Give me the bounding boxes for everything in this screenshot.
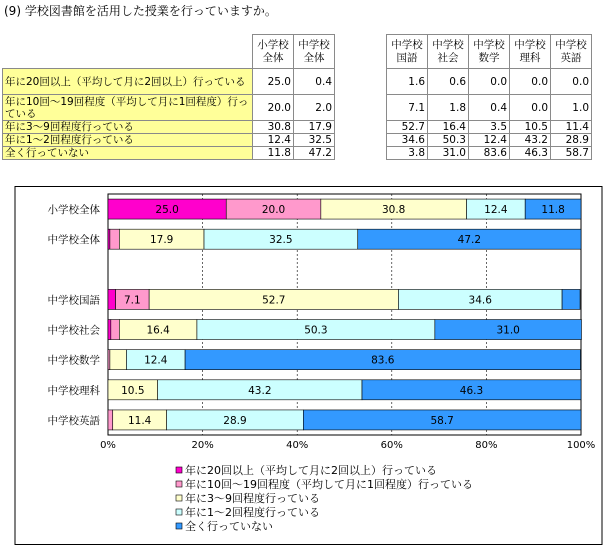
row-label: 年に20回以上（平均して月に2回以上）行っている xyxy=(3,69,253,95)
data-label: 11.4 xyxy=(127,414,152,427)
category-label: 小学校全体 xyxy=(47,204,100,217)
data-label: 12.4 xyxy=(144,354,168,367)
header-line2: 数学 xyxy=(478,51,500,64)
legend-label: 年に1～2回程度行っている xyxy=(185,506,320,519)
bar-segment xyxy=(110,350,127,370)
x-tick-label: 20% xyxy=(191,440,214,451)
table-cell: 0.0 xyxy=(510,69,551,95)
header-line2: 全体 xyxy=(303,51,325,64)
table-cell: 43.2 xyxy=(510,134,551,147)
x-tick-label: 40% xyxy=(286,440,309,451)
table-cell: 0.0 xyxy=(551,69,592,95)
table-cell: 2.0 xyxy=(294,95,335,121)
table-cell: 46.3 xyxy=(510,147,551,160)
data-label: 47.2 xyxy=(457,234,482,247)
data-label: 11.8 xyxy=(541,204,565,217)
legend-label: 年に3～9回程度行っている xyxy=(185,492,320,505)
data-label: 50.3 xyxy=(304,324,328,337)
bar-segment xyxy=(111,320,120,340)
legend-swatch xyxy=(176,523,182,529)
legend-swatch xyxy=(176,495,182,501)
table-cell: 83.6 xyxy=(469,147,510,160)
table-cell: 52.7 xyxy=(387,121,428,134)
data-label: 25.0 xyxy=(155,204,179,217)
legend-label: 年に20回以上（平均して月に2回以上）行っている xyxy=(185,464,437,477)
bar-segment xyxy=(108,410,113,430)
table-cell: 28.9 xyxy=(551,134,592,147)
category-label: 中学校数学 xyxy=(47,354,100,367)
table-cell: 11.4 xyxy=(551,121,592,134)
table-cell: 10.5 xyxy=(510,121,551,134)
x-tick-label: 100% xyxy=(566,440,596,451)
table-cell: 17.9 xyxy=(294,121,335,134)
table-row xyxy=(3,69,592,95)
x-tick-label: 80% xyxy=(475,440,498,451)
data-label: 34.6 xyxy=(468,294,492,307)
table-header xyxy=(387,35,428,69)
table-row xyxy=(3,147,592,160)
table-cell: 0.0 xyxy=(469,69,510,95)
data-label: 52.7 xyxy=(262,294,286,307)
data-label: 10.5 xyxy=(121,384,145,397)
legend-swatch xyxy=(176,481,182,487)
table-cell: 3.8 xyxy=(387,147,428,160)
table-header xyxy=(294,35,335,69)
table-row xyxy=(3,121,592,134)
data-label: 43.2 xyxy=(248,384,272,397)
legend-label: 全く行っていない xyxy=(185,520,273,533)
table-cell: 34.6 xyxy=(387,134,428,147)
table-row xyxy=(3,95,592,121)
table-cell: 1.0 xyxy=(551,95,592,121)
table-cell: 7.1 xyxy=(387,95,428,121)
bar-segment xyxy=(108,320,111,340)
table-cell: 25.0 xyxy=(253,69,294,95)
header-line1: 中学校 xyxy=(432,38,464,51)
row-label: 年に3～9回程度行っている xyxy=(3,121,253,134)
page-title: (9) 学校図書館を活用した授業を行っていますか。 xyxy=(4,4,277,18)
header-line1: 中学校 xyxy=(555,38,587,51)
row-label: 年に1～2回程度行っている xyxy=(3,134,253,147)
data-label: 31.0 xyxy=(496,324,520,337)
x-tick-label: 60% xyxy=(380,440,403,451)
table-cell: 32.5 xyxy=(294,134,335,147)
category-label: 中学校社会 xyxy=(47,324,100,337)
table-header xyxy=(551,35,592,69)
bar-segment xyxy=(562,289,580,309)
header-line2: 理科 xyxy=(519,51,541,64)
bar-segment xyxy=(110,229,119,249)
data-label: 17.9 xyxy=(149,234,174,247)
data-label: 46.3 xyxy=(459,384,484,397)
table-row xyxy=(3,134,592,147)
category-label: 中学校英語 xyxy=(47,414,100,427)
data-label: 58.7 xyxy=(430,414,454,427)
header-line1: 中学校 xyxy=(298,38,330,51)
category-label: 中学校理科 xyxy=(47,384,100,397)
table-cell: 0.4 xyxy=(469,95,510,121)
table-cell: 12.4 xyxy=(253,134,294,147)
data-label: 16.4 xyxy=(146,324,170,337)
data-label: 83.6 xyxy=(371,354,395,367)
table-header xyxy=(428,35,469,69)
table-cell: 12.4 xyxy=(469,134,510,147)
data-label: 32.5 xyxy=(269,234,293,247)
table-cell: 47.2 xyxy=(294,147,335,160)
header-line2: 全体 xyxy=(262,51,284,64)
bar-segment xyxy=(108,289,116,309)
header-line1: 中学校 xyxy=(391,38,423,51)
table-cell: 30.8 xyxy=(253,121,294,134)
table-cell: 11.8 xyxy=(253,147,294,160)
header-line1: 中学校 xyxy=(473,38,505,51)
category-label: 中学校国語 xyxy=(47,294,100,307)
table-cell: 0.6 xyxy=(428,69,469,95)
legend-swatch xyxy=(176,467,182,473)
table-cell: 58.7 xyxy=(551,147,592,160)
table-cell: 31.0 xyxy=(428,147,469,160)
row-label: 年に10回～19回程度（平均して月に1回程度）行っている xyxy=(3,95,253,121)
table-cell: 0.0 xyxy=(510,95,551,121)
table-cell: 0.4 xyxy=(294,69,335,95)
data-label: 12.4 xyxy=(484,204,508,217)
table-cell: 50.3 xyxy=(428,134,469,147)
header-line1: 小学校 xyxy=(257,38,289,51)
table-cell: 20.0 xyxy=(253,95,294,121)
header-line2: 国語 xyxy=(396,51,418,64)
header-line2: 英語 xyxy=(560,51,582,64)
data-label: 30.8 xyxy=(381,204,406,217)
stacked-bar-chart xyxy=(0,186,614,546)
table-header xyxy=(510,35,551,69)
row-label: 全く行っていない xyxy=(3,147,253,160)
x-tick-label: 0% xyxy=(100,440,116,451)
data-label: 7.1 xyxy=(124,294,141,307)
header-line2: 社会 xyxy=(437,51,459,64)
data-label: 28.9 xyxy=(223,414,247,427)
data-table xyxy=(2,34,592,160)
table-cell: 3.5 xyxy=(469,121,510,134)
table-cell: 1.6 xyxy=(387,69,428,95)
legend-label: 年に10回～19回程度（平均して月に1回程度）行っている xyxy=(185,478,473,491)
table-cell: 16.4 xyxy=(428,121,469,134)
table-header xyxy=(253,35,294,69)
data-label: 20.0 xyxy=(261,204,286,217)
legend-swatch xyxy=(176,509,182,515)
table-header xyxy=(469,35,510,69)
header-line1: 中学校 xyxy=(514,38,546,51)
table-cell: 1.8 xyxy=(428,95,469,121)
category-label: 中学校全体 xyxy=(47,234,100,247)
